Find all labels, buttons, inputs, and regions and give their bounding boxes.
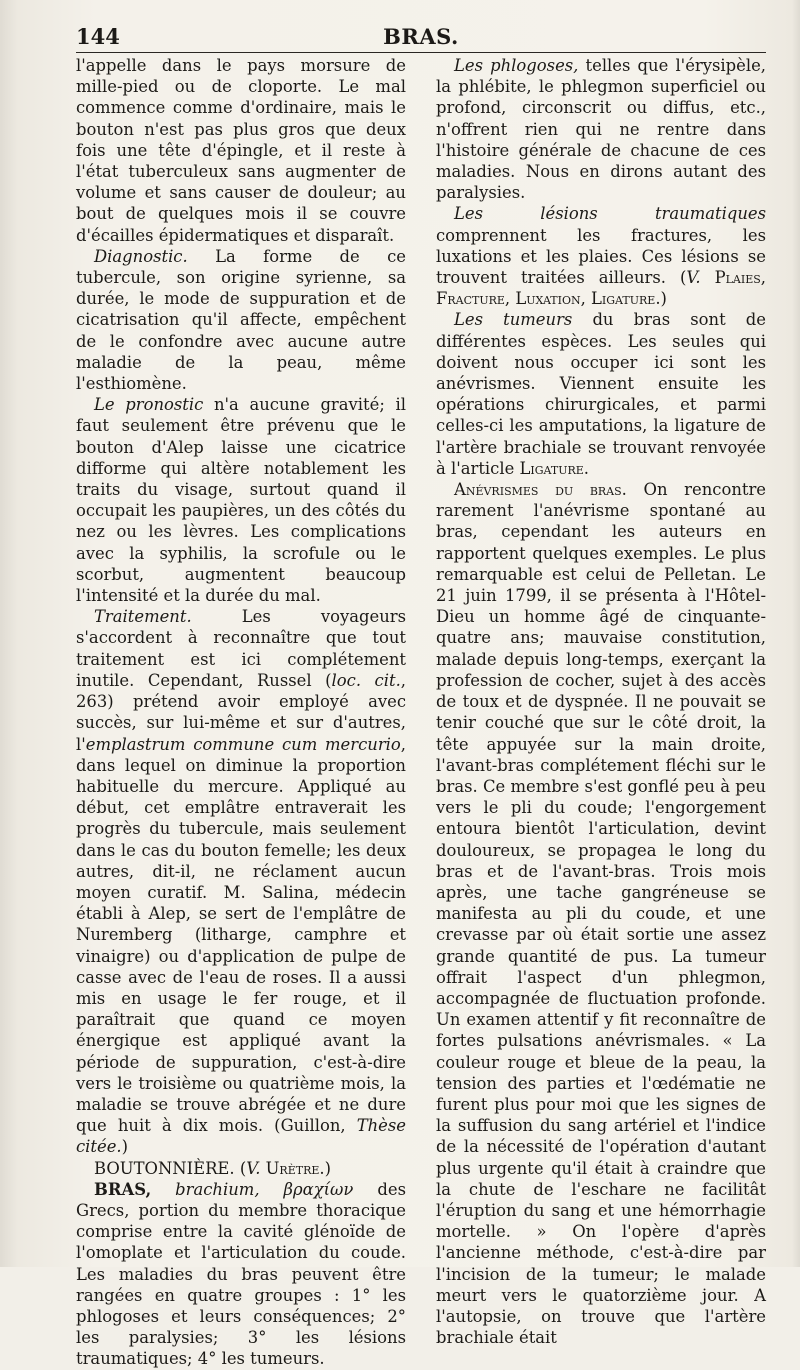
entry-title: BRAS, bbox=[94, 1179, 152, 1199]
paragraph-text: , 263) prétend avoir employé avec succès, sur lui-même et sur d'autres, l' bbox=[76, 670, 406, 754]
paragraph-text: n'a aucune gravité; il faut seulement être prévenu que le bouton d'Alep laisse une cicatrice difforme qui altère notablement les traits du visage, surtout quand il occupait les paupières, un des côtés du nez ou les lèvres. Les complications avec la syphilis, la scrofule ou le scorbut, augmentent beaucoup l'intensité et la durée du mal. bbox=[76, 395, 406, 606]
edge-shadow bbox=[792, 0, 800, 1267]
paragraph-text: On rencontre rarement l'anévrisme spontané au bras, cependant les auteurs en rapportent quelques exemples. Le plus remarquable est celui de Pelletan. Le 21 juin 1799, il se présenta à l'Hôtel-Dieu un homme âgé de cinquante-quatre ans; mauvaise constitution, malade depuis long-temps, exerçant la profession de cocher, sujet à des accès de toux et de dyspnée. Il ne pouvait se tenir couché que sur le côté droit, la tête appuyée sur la main droite, l'avant-bras complétement fléchi sur le bras. Ce membre s'est gonflé peu à peu vers le pli du coude; l'engorgement entoura bientôt l'articulation, devint douloureux, se propagea le long du bras et de l'avant-bras. Trois mois après, une tache gangréneuse se manifesta au pli du coude, et une crevasse par où était sortie une assez grande quantité de pus. La tumeur offrait l'aspect d'un phlegmon, accompagnée de fluctuation profonde. Un examen attentif y fit reconnaître de fortes pulsations anévrismales. « La couleur rouge et bleue de la peau, la tension des parties et l'œdématie ne furent plus pour moi que les signes de la suffusion du sang artériel et l'indice de la nécessité de l'opération d'autant plus urgente qu'il était à craindre que la chute de l'eschare ne facilitât l'éruption du sang et une hémorrhagie mortelle. » On l'opère d'après l'ancienne méthode, c'est-à-dire par l'incision de la tumeur; le malade meurt vers le quatorzième jour. A l'autopsie, on trouve que l'artère brachiale était bbox=[436, 480, 767, 1348]
paragraph-text: La forme de ce tubercule, son origine syrienne, sa durée, le mode de suppuration et de cicatrisation qu'il affecte, empêchent de le confondre avec aucune autre maladie de la peau, même l'esthiomène. bbox=[76, 246, 406, 394]
paragraph-text: Les voyageurs s'accordent à reconnaître que tout traitement est ici complétement inutile. Cependant, Russel ( bbox=[76, 607, 406, 690]
term-phlogoses: Les phlogoses, bbox=[454, 56, 579, 75]
citation-these: Thèse citée. bbox=[76, 1116, 406, 1157]
latin-term: brachium, bbox=[151, 1179, 260, 1199]
latin-term: emplastrum commune cum mercurio bbox=[85, 734, 401, 754]
paragraph-text: telles que l'érysipèle, la phlébite, le phlegmon superficiel ou profond, circonscrit ou diffus, etc., n'offrent rien qui ne rentre dans l'histoire générale de chacune de ces maladies. Nous en dirons autant des paralysies. bbox=[436, 56, 766, 203]
term-diagnostic: Diagnostic. bbox=[94, 246, 188, 266]
page-header bbox=[76, 22, 766, 53]
see-reference: Ligature. bbox=[519, 458, 589, 478]
paragraph-text: , dans lequel on diminue la proportion habituelle du mercure. Appliqué au début, cet emplâtre entraverait les progrès du tubercule, mais seulement dans le cas du bouton femelle; les deux autres, dit-il, ne réclament aucun moyen curatif. M. Salina, médecin établi à Alep, se sert de l'emplâtre de Nuremberg (litharge, camphre et vinaigre) ou d'application de pulpe de casse avec de l'eau de roses. Il a aussi mis en usage le fer rouge, et il paraîtrait que quand ce moyen énergique est appliqué avant la période de suppuration, c'est-à-dire vers le troisième ou quatrième mois, la maladie se trouve abrégée et ne dure que huit à dix mois. (Guillon, bbox=[76, 734, 406, 1136]
running-head: BRAS. bbox=[383, 24, 459, 49]
term-pronostic: Le pronostic bbox=[94, 395, 204, 415]
citation-loc-cit: loc. cit. bbox=[331, 670, 401, 690]
paragraph-text: l'appelle dans le pays morsure de mille-pied ou de cloporte. Le mal commence comme d'ordinaire, mais le bouton n'est pas plus gros que deux fois une tête d'épingle, et il reste à l'état tuberculeux sans augmenter de volume et sans causer de douleur; au bout de quelques mois il se couvre d'écailles épidermatiques et disparaît. bbox=[76, 56, 406, 245]
paragraph-diagnostic bbox=[76, 246, 406, 394]
entry-boutonniere bbox=[76, 1158, 406, 1179]
entry-bras bbox=[76, 1179, 406, 1370]
paragraph-continuation bbox=[76, 55, 406, 246]
paragraph-tumeurs bbox=[436, 309, 766, 479]
paragraph-pronostic bbox=[76, 394, 406, 606]
see-reference-marker: V. bbox=[246, 1158, 261, 1178]
paragraph-text: comprennent les fractures, les luxations et les plaies. Ces lésions se trouvent traitées ailleurs. ( bbox=[436, 225, 766, 288]
paragraph-text: ) bbox=[660, 289, 667, 309]
term-lesions: Les lésions traumatiques bbox=[454, 204, 766, 224]
paragraph-text: du bras sont de différentes espèces. Les seules qui doivent nous occuper ici sont les anévrismes. Viennent ensuite les opérations chirurgicales, et parmi celles-ci les amputations, la ligature de l'artère brachiale se trouvant renvoyée à l'article bbox=[436, 310, 766, 478]
term-traitement: Traitement. bbox=[94, 607, 192, 627]
see-reference: Plaies, Fracture, Luxation, Ligature. bbox=[436, 268, 766, 309]
left-column bbox=[76, 55, 406, 1370]
paragraph-anevrismes bbox=[436, 479, 766, 1348]
paragraph-traitement bbox=[76, 606, 406, 1157]
greek-term: βραχίων bbox=[259, 1179, 354, 1199]
page-number: 144 bbox=[76, 24, 120, 49]
paragraph-text: ) bbox=[121, 1137, 129, 1157]
see-reference-marker: V. bbox=[686, 268, 701, 288]
paragraph-lesions bbox=[436, 203, 766, 309]
paragraph-text: ) bbox=[324, 1158, 332, 1178]
text-columns bbox=[76, 55, 766, 1370]
spine-shadow bbox=[0, 0, 18, 1267]
entry-title: BOUTONNIÈRE. ( bbox=[94, 1158, 247, 1178]
see-reference: Urètre. bbox=[260, 1158, 325, 1178]
section-title: Anévrismes du bras. bbox=[454, 480, 627, 500]
term-tumeurs: Les tumeurs bbox=[454, 310, 573, 330]
right-column bbox=[436, 55, 766, 1370]
paragraph-text: des Grecs, portion du membre thoracique comprise entre la cavité glénoïde de l'omoplate et l'articulation du coude. Les maladies du bras peuvent être rangées en quatre groupes : 1° les phlogoses et leurs conséquences; 2° les paralysies; 3° les lésions traumatiques; 4° les tumeurs. bbox=[76, 1179, 406, 1369]
paragraph-phlogoses bbox=[436, 55, 766, 203]
